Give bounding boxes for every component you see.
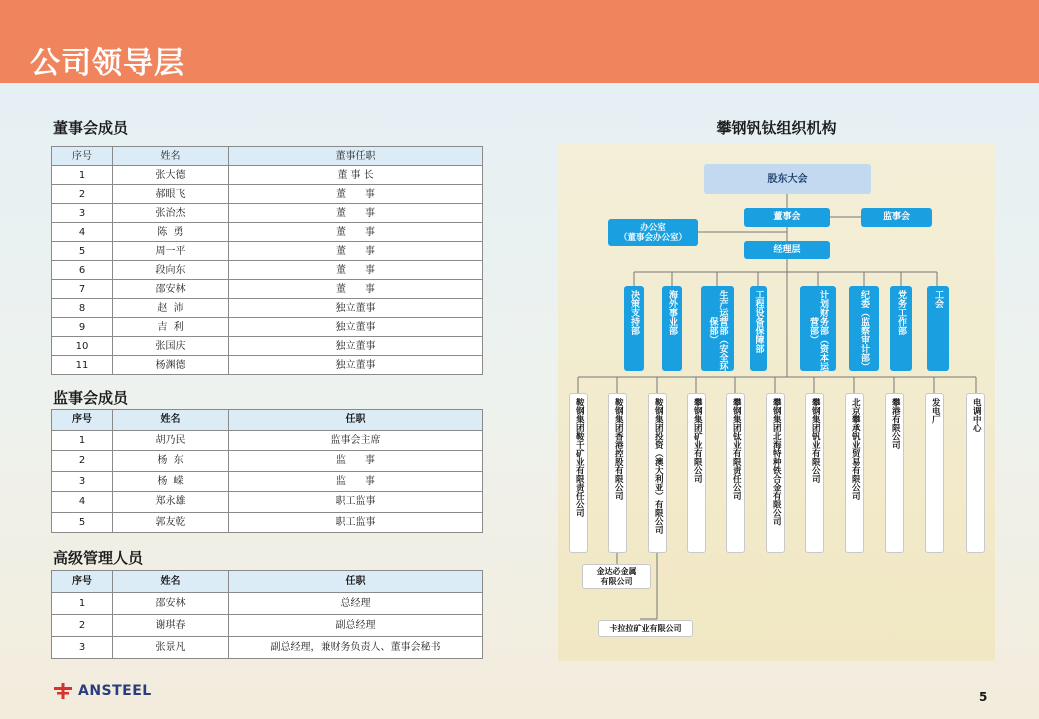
shareholders-meeting-box: 股东大会 [704, 164, 871, 194]
table-row [52, 356, 483, 375]
name-cell: 胡乃民 [113, 430, 229, 451]
department-box: 生产运营部（安全环保部） [701, 286, 734, 371]
row-number-cell: 1 [52, 166, 113, 185]
row-number-cell: 3 [52, 204, 113, 223]
column-header: 序号 [52, 410, 113, 431]
department-box: 工会 [927, 286, 949, 371]
row-number-cell: 3 [52, 471, 113, 492]
table-row [52, 185, 483, 204]
name-cell: 邵安林 [113, 593, 229, 615]
name-cell: 杨渊德 [113, 356, 229, 375]
name-cell: 张国庆 [113, 337, 229, 356]
name-cell: 邵安林 [113, 280, 229, 299]
org-chart-title: 攀钢钒钛组织机构 [716, 119, 837, 137]
table-row [52, 204, 483, 223]
position-cell: 副总经理，兼财务负责人、董事会秘书 [229, 637, 483, 659]
position-cell: 董 事 [229, 242, 483, 261]
department-box: 海外事业部 [662, 286, 682, 371]
management-box: 经理层 [744, 241, 830, 259]
row-number-cell: 1 [52, 430, 113, 451]
position-cell: 监事会主席 [229, 430, 483, 451]
board-box: 董事会 [744, 208, 830, 227]
department-box: 工程设备保障部 [750, 286, 767, 371]
table-row [52, 637, 483, 659]
row-number-cell: 3 [52, 637, 113, 659]
page-number: 5 [979, 690, 988, 704]
name-cell: 杨 东 [113, 451, 229, 472]
department-box: 党务工作部 [890, 286, 912, 371]
position-cell: 独立董事 [229, 299, 483, 318]
position-cell: 独立董事 [229, 318, 483, 337]
subsidiary-box: 攀港有限公司 [885, 393, 904, 553]
column-header: 董事任职 [229, 147, 483, 166]
position-cell: 董 事 [229, 280, 483, 299]
subsidiary-box: 攀钢集团钛业有限责任公司 [726, 393, 745, 553]
supervisory-members-table [51, 409, 483, 533]
supervisors-section-title: 监事会成员 [53, 389, 129, 407]
office-box: 办公室 （董事会办公室） [608, 219, 698, 246]
table-row [52, 318, 483, 337]
row-number-cell: 7 [52, 280, 113, 299]
table-row [52, 430, 483, 451]
row-number-cell: 11 [52, 356, 113, 375]
ansteel-logo [53, 683, 152, 699]
column-header: 姓名 [113, 147, 229, 166]
name-cell: 郑永雄 [113, 492, 229, 513]
position-cell: 独立董事 [229, 337, 483, 356]
subsidiary-box: 电调中心 [966, 393, 985, 553]
position-cell: 监 事 [229, 451, 483, 472]
name-cell: 陈 勇 [113, 223, 229, 242]
row-number-cell: 9 [52, 318, 113, 337]
table-row [52, 615, 483, 637]
position-cell: 董 事 [229, 261, 483, 280]
subsidiary-box: 攀钢集团矿业有限公司 [687, 393, 706, 553]
board-members-table [51, 146, 483, 375]
name-cell: 杨 嵘 [113, 471, 229, 492]
position-cell: 董 事 [229, 185, 483, 204]
name-cell: 周一平 [113, 242, 229, 261]
position-cell: 总经理 [229, 593, 483, 615]
name-cell: 段向东 [113, 261, 229, 280]
org-chart [558, 144, 995, 661]
table-row [52, 166, 483, 185]
table-row [52, 261, 483, 280]
table-row [52, 512, 483, 533]
subsidiary-box: 北京攀承钒业贸易有限公司 [845, 393, 864, 553]
name-cell: 吉 利 [113, 318, 229, 337]
name-cell: 赵 沛 [113, 299, 229, 318]
subsidiary-box: 攀钢集团钒业有限公司 [805, 393, 824, 553]
table-row [52, 451, 483, 472]
table-row [52, 337, 483, 356]
gindalbie-box: 金达必金属 有限公司 [582, 564, 651, 589]
name-cell: 谢琪春 [113, 615, 229, 637]
position-cell: 职工监事 [229, 512, 483, 533]
row-number-cell: 2 [52, 615, 113, 637]
name-cell: 郭友乾 [113, 512, 229, 533]
subsidiary-box: 攀钢集团北海特种铁合金有限公司 [766, 393, 785, 553]
table-row [52, 280, 483, 299]
subsidiary-box: 鞍钢集团投资（澳大利亚）有限公司 [648, 393, 667, 553]
table-header-row [52, 147, 483, 166]
position-cell: 董 事 长 [229, 166, 483, 185]
row-number-cell: 5 [52, 242, 113, 261]
row-number-cell: 2 [52, 185, 113, 204]
column-header: 序号 [52, 147, 113, 166]
row-number-cell: 5 [52, 512, 113, 533]
position-cell: 职工监事 [229, 492, 483, 513]
table-row [52, 593, 483, 615]
name-cell: 张治杰 [113, 204, 229, 223]
column-header: 任职 [229, 571, 483, 593]
table-header-row [52, 410, 483, 431]
row-number-cell: 8 [52, 299, 113, 318]
table-row [52, 492, 483, 513]
row-number-cell: 6 [52, 261, 113, 280]
executives-section-title: 高级管理人员 [53, 549, 144, 567]
karara-box: 卡拉拉矿业有限公司 [598, 620, 693, 637]
table-header-row [52, 571, 483, 593]
subsidiary-box: 发电厂 [925, 393, 944, 553]
row-number-cell: 4 [52, 492, 113, 513]
position-cell: 副总经理 [229, 615, 483, 637]
supervisory-board-box: 监事会 [861, 208, 932, 227]
board-section-title: 董事会成员 [53, 119, 129, 137]
page-title: 公司领导层 [30, 46, 185, 81]
position-cell: 独立董事 [229, 356, 483, 375]
name-cell: 郝眼飞 [113, 185, 229, 204]
department-box: 计划财务部（资本运营部） [800, 286, 836, 371]
position-cell: 监 事 [229, 471, 483, 492]
table-row [52, 242, 483, 261]
table-row [52, 299, 483, 318]
senior-management-table [51, 570, 483, 659]
position-cell: 董 事 [229, 223, 483, 242]
row-number-cell: 1 [52, 593, 113, 615]
name-cell: 张景凡 [113, 637, 229, 659]
column-header: 任职 [229, 410, 483, 431]
row-number-cell: 2 [52, 451, 113, 472]
department-box: 纪委（监察审计部） [849, 286, 879, 371]
column-header: 姓名 [113, 410, 229, 431]
row-number-cell: 4 [52, 223, 113, 242]
subsidiary-box: 鞍钢集团鞍千矿业有限责任公司 [569, 393, 588, 553]
subsidiary-box: 鞍钢集团香港控股有限公司 [608, 393, 627, 553]
table-row [52, 223, 483, 242]
ansteel-logo-icon [53, 683, 73, 699]
name-cell: 张大德 [113, 166, 229, 185]
logo-text: ANSTEEL [78, 683, 152, 699]
header-banner [0, 0, 1039, 83]
row-number-cell: 10 [52, 337, 113, 356]
department-box: 决策支持部 [624, 286, 644, 371]
table-row [52, 471, 483, 492]
column-header: 序号 [52, 571, 113, 593]
column-header: 姓名 [113, 571, 229, 593]
position-cell: 董 事 [229, 204, 483, 223]
